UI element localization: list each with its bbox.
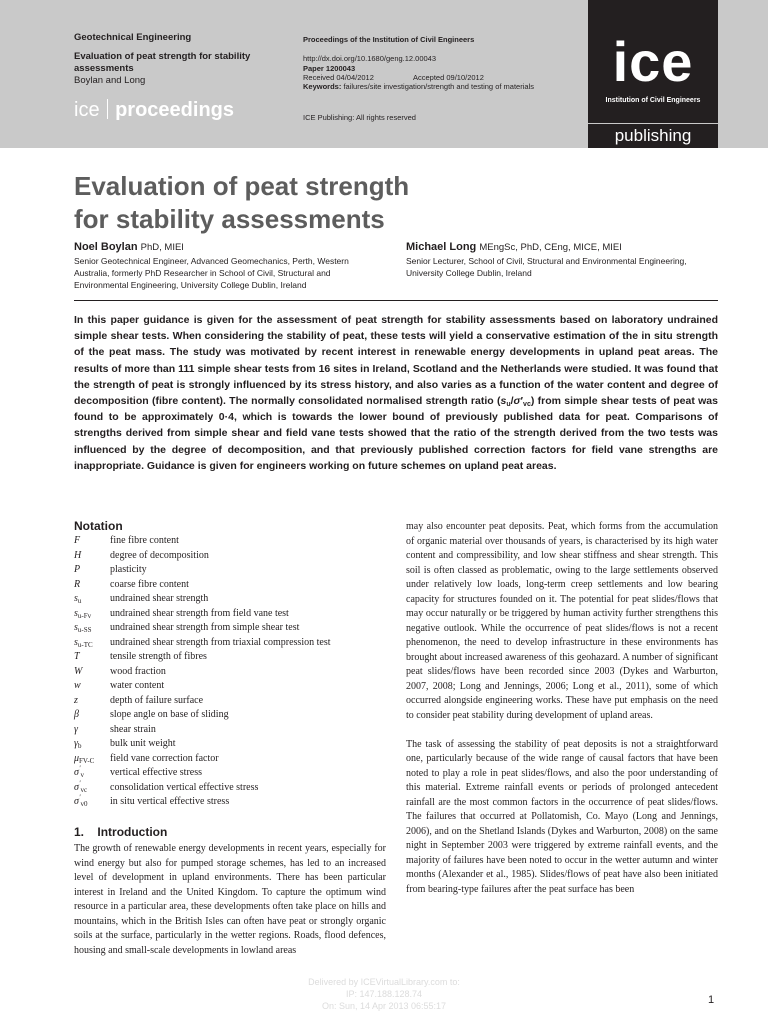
notation-symbol: z [74, 694, 78, 706]
delivery-watermark-line3: On: Sun, 14 Apr 2013 06:55:17 [321, 1001, 447, 1011]
rights-notice: ICE Publishing: All rights reserved [303, 113, 416, 122]
notation-symbol: $\sigma'_{vc}$ [74, 779, 88, 794]
proceedings-name: Proceedings of the Institution of Civil Engineers [303, 35, 475, 44]
notation-item [74, 578, 394, 593]
affiliation-line: Australia, formerly PhD Researcher in School of Civil, Structural and [74, 268, 331, 278]
affiliation-line: Environmental Engineering, University College Dublin, Ireland [74, 280, 307, 290]
notation-item [74, 723, 394, 738]
notation-symbol: $\sigma'_{v0}$ [74, 793, 88, 808]
ice-publishing-label: publishing [588, 123, 718, 148]
doi-link[interactable]: http://dx.doi.org/10.1680/geng.12.00043 [303, 54, 437, 63]
author-name-text: Michael Long [406, 241, 477, 253]
author-name [406, 240, 718, 255]
intro-text: The growth of renewable energy developments in recent years, especially for wind energy but also for pumped storage schemes, has led to an increased level of development in upland environments. There has been particular interest in Ireland and the United Kingdom. To capture the optimum wind resource in a particular area, these developments often take place on hills and mountains, which in the British Isles can often have peat or strongly organic soils at the surface, particularly in the wetter regions. Roads, flood defences, housing and small-scale developments in lowland areas [74, 843, 386, 956]
title-divider [74, 300, 718, 301]
ice-logo-text: ice [612, 30, 694, 93]
author-affiliation [406, 255, 718, 279]
right-column [406, 520, 718, 897]
notation-symbol: R [74, 578, 81, 590]
notation-description: consolidation vertical effective stress [110, 781, 259, 793]
notation-item [74, 694, 394, 709]
notation-symbol: P [74, 564, 81, 575]
notation-description: undrained shear strength [110, 593, 209, 604]
notation-symbol: w [74, 680, 81, 691]
section-number: 1. [74, 825, 85, 839]
delivery-watermark-line2: IP: 147.188.128.74 [345, 989, 423, 999]
accepted-date: Accepted 09/10/2012 [413, 73, 484, 82]
notation-symbol: $s_{u-SS}$ [74, 622, 92, 634]
notation-description: degree of decomposition [110, 549, 209, 561]
notation-symbol: $\sigma'_v$ [74, 764, 84, 779]
abstract-text-b: ) from simple shear tests of peat was found to be approximately 0·4, which is towards the lower bound of previously published data for peat. Comparisons of strengths derived from simple shear and field vane tests showed that the ratio of the strength derived from the two tests was influenced by the degree of decomposition, and that previously published correction factors for field vane strengths are inappropriate. Guidance is given for engineers working on future schemes on upland peat areas. [74, 395, 718, 472]
notation-item [74, 665, 394, 680]
abstract: In this paper guidance is given for the assessment of peat strength for stability assessments based on laboratory undrained simple shear tests. When considering the stability of peat, these tests will yield a conservative estimation of the in situ strength of the peat mass. The study was motivated by recent interest in renewable energy developments in upland peat areas. The results of more than 111 simple shear tests from 16 sites in Ireland, Scotland and the Netherlands were studied. It was found that the strength of peat is strongly influenced by its stress history, and also varies as a function of the water content and degree of decomposition (fibre content). The normally consolidated normalised strength ratio $(s_u/\sigma'_{vc})$ from simple shear tests of peat was found to be approximately 0·4, which is towards the lower bound of previously published data for peat. Comparisons of strengths derived from simple shear and field vane tests showed that the ratio of the strength derived from the two tests was influenced by the degree of decomposition, and that previously published correction factors for field vane strengths are inappropriate. Guidance is given for engineers working on future schemes on upland peat areas. [74, 314, 718, 472]
brand-ice: ice [74, 99, 100, 121]
notation-item [74, 563, 394, 578]
notation-item [74, 795, 394, 810]
ice-proceedings-wordmark [74, 98, 234, 122]
keywords [303, 82, 534, 92]
notation-item [74, 679, 394, 694]
notation-symbol: $\gamma_b$ [74, 738, 82, 750]
intro-heading [74, 825, 167, 840]
affiliation-line: Senior Lecturer, School of Civil, Structural and Environmental Engineering, [406, 256, 687, 266]
notation-item [74, 766, 394, 781]
author-name-text: Noel Boylan [74, 241, 138, 253]
notation-item [74, 781, 394, 796]
notation-symbol: $s_{u-Fv}$ [74, 607, 92, 620]
ice-logo [588, 0, 718, 123]
brand-divider [107, 99, 109, 119]
notation-symbol: $s_{u-TC}$ [74, 636, 93, 649]
notation-symbol: $s_u$ [74, 593, 82, 605]
article-title-line1: Evaluation of peat strength [74, 171, 410, 201]
affiliation-line: University College Dublin, Ireland [406, 268, 532, 278]
article-title [74, 170, 409, 236]
notation-symbol: F [74, 535, 81, 546]
abstract-ratio-symbol: s [500, 395, 507, 408]
article-title-line2: for stability assessments [74, 204, 385, 234]
notation-description: shear strain [110, 723, 156, 735]
notation-description: bulk unit weight [110, 738, 176, 749]
author-affiliation [74, 255, 374, 291]
notation-list [74, 534, 394, 810]
intro-paragraph [74, 842, 386, 958]
notation-description: slope angle on base of sliding [110, 709, 229, 720]
notation-item [74, 592, 394, 607]
notation-description: fine fibre content [110, 535, 179, 546]
keywords-label: Keywords: [303, 82, 342, 91]
abstract-text-a: In this paper guidance is given for the assessment of peat strength for stability assessments based on laboratory undrained simple shear tests. When considering the stability of peat, these tests will yield a conservative estimation of the in situ strength of the peat mass. The study was motivated by recent interest in renewable energy developments in upland peat areas. The results of more than 111 simple shear tests from 16 sites in Ireland, Scotland and the Netherlands were studied. It was found that the strength of peat is strongly influenced by its stress history, and also varies as a function of the water content and degree of decomposition (fibre content). The normally consolidated normalised strength ratio ( [74, 314, 718, 408]
page-number: 1 [708, 994, 715, 1006]
notation-description: coarse fibre content [110, 578, 189, 590]
notation-description: vertical effective stress [110, 767, 202, 778]
notation-description: in situ vertical effective stress [110, 796, 230, 807]
notation-heading: Notation [74, 519, 123, 533]
notation-description: undrained shear strength from simple shear test [110, 622, 300, 633]
section-title: Introduction [97, 825, 168, 839]
author-name [74, 240, 374, 255]
notation-description: water content [110, 680, 165, 691]
notation-symbol: β [74, 709, 79, 720]
notation-description: wood fraction [110, 665, 166, 677]
notation-item [74, 636, 394, 651]
author-qualifications: PhD, MIEI [140, 242, 184, 253]
ice-logo-subtitle: Institution of Civil Engineers [605, 97, 701, 104]
author-qualifications: MEngSc, PhD, CEng, MICE, MIEI [479, 242, 622, 253]
notation-symbol: H [74, 549, 82, 561]
body-paragraph-1: may also encounter peat deposits. Peat, which forms from the accumulation of organic material over thousands of years, is characterised by its high water content and compressibility, and low shear stiffness and shear strength. This soil is often classed as problematic, owing to the large settlements observed under relatively low loads, long-term creep settlements and low bearing capacity for structures founded on it. The potential for peat slides/flows that may occur naturally or be triggered by human activity further strengthens this negative outlook. While the occurrence of peat slides/flows is not a recent phenomenon, the need to develop infrastructure in these environments has brought about increased awareness of this geohazard. A number of significant peat slides/flows have been recorded since 2003 (Dykes and Warburton, 2007, 2008; Long and Jennings, 2006; Long et al., 2011), some of which occurred alongside engineering works. These have put emphasis on the need to consider peat stability during development of upland areas. [406, 521, 718, 721]
notation-description: tensile strength of fibres [110, 651, 207, 662]
notation-item [74, 650, 394, 665]
brand-proceedings: proceedings [115, 99, 234, 121]
notation-item [74, 534, 394, 549]
keywords-value: failures/site investigation/strength and testing of materials [343, 82, 534, 91]
affiliation-line: Senior Geotechnical Engineer, Advanced Geomechanics, Perth, Western [74, 256, 349, 266]
running-title: Evaluation of peat strength for stability assessments [74, 51, 251, 74]
received-date: Received 04/04/2012 [303, 73, 374, 82]
notation-description: field vane correction factor [110, 752, 219, 764]
notation-symbol: T [74, 651, 80, 662]
notation-description: undrained shear strength from triaxial compression test [110, 636, 331, 648]
delivery-watermark-line1: Delivered by ICEVirtualLibrary.com to: [308, 977, 460, 987]
notation-symbol: $\mu_{FV-C}$ [74, 752, 95, 765]
notation-description: undrained shear strength from field vane test [110, 607, 289, 619]
notation-symbol: W [74, 665, 83, 677]
notation-item [74, 752, 394, 767]
notation-item [74, 607, 394, 622]
notation-item [74, 708, 394, 723]
author-block-1 [74, 240, 374, 291]
running-authors: Boylan and Long [74, 75, 146, 86]
body-paragraph-2: The task of assessing the stability of peat deposits is not a straightforward one, particularly because of the wide range of causal factors that have been noted to play a role in peat slides/flows, and also the poor understanding of this material. Extreme rainfall events or periods of prolonged antecedent rainfall are the most common factors in the occurrence of peat slides/flows. The failures that occurred at Pollatomish, Co. Mayo (Long and Jennings, 2006), and on the Shetland Islands (Dykes and Warburton, 2008) on the same night in September 2003 were triggered by extreme rainfall events, and the majority of failures have been noted to occur in the wetter autumn and winter months (Alexander et al., 1985). Slides/flows of peat have also been initiated from bearing-type failures after the peat surface has been [406, 738, 718, 895]
paper-number: Paper 1200043 [303, 64, 356, 73]
notation-item [74, 549, 394, 564]
notation-item [74, 737, 394, 752]
notation-description: depth of failure surface [110, 694, 204, 706]
author-block-2 [406, 240, 718, 279]
notation-symbol: γ [74, 723, 78, 735]
journal-label: Geotechnical Engineering [74, 32, 192, 43]
notation-description: plasticity [110, 564, 147, 575]
notation-item [74, 621, 394, 636]
